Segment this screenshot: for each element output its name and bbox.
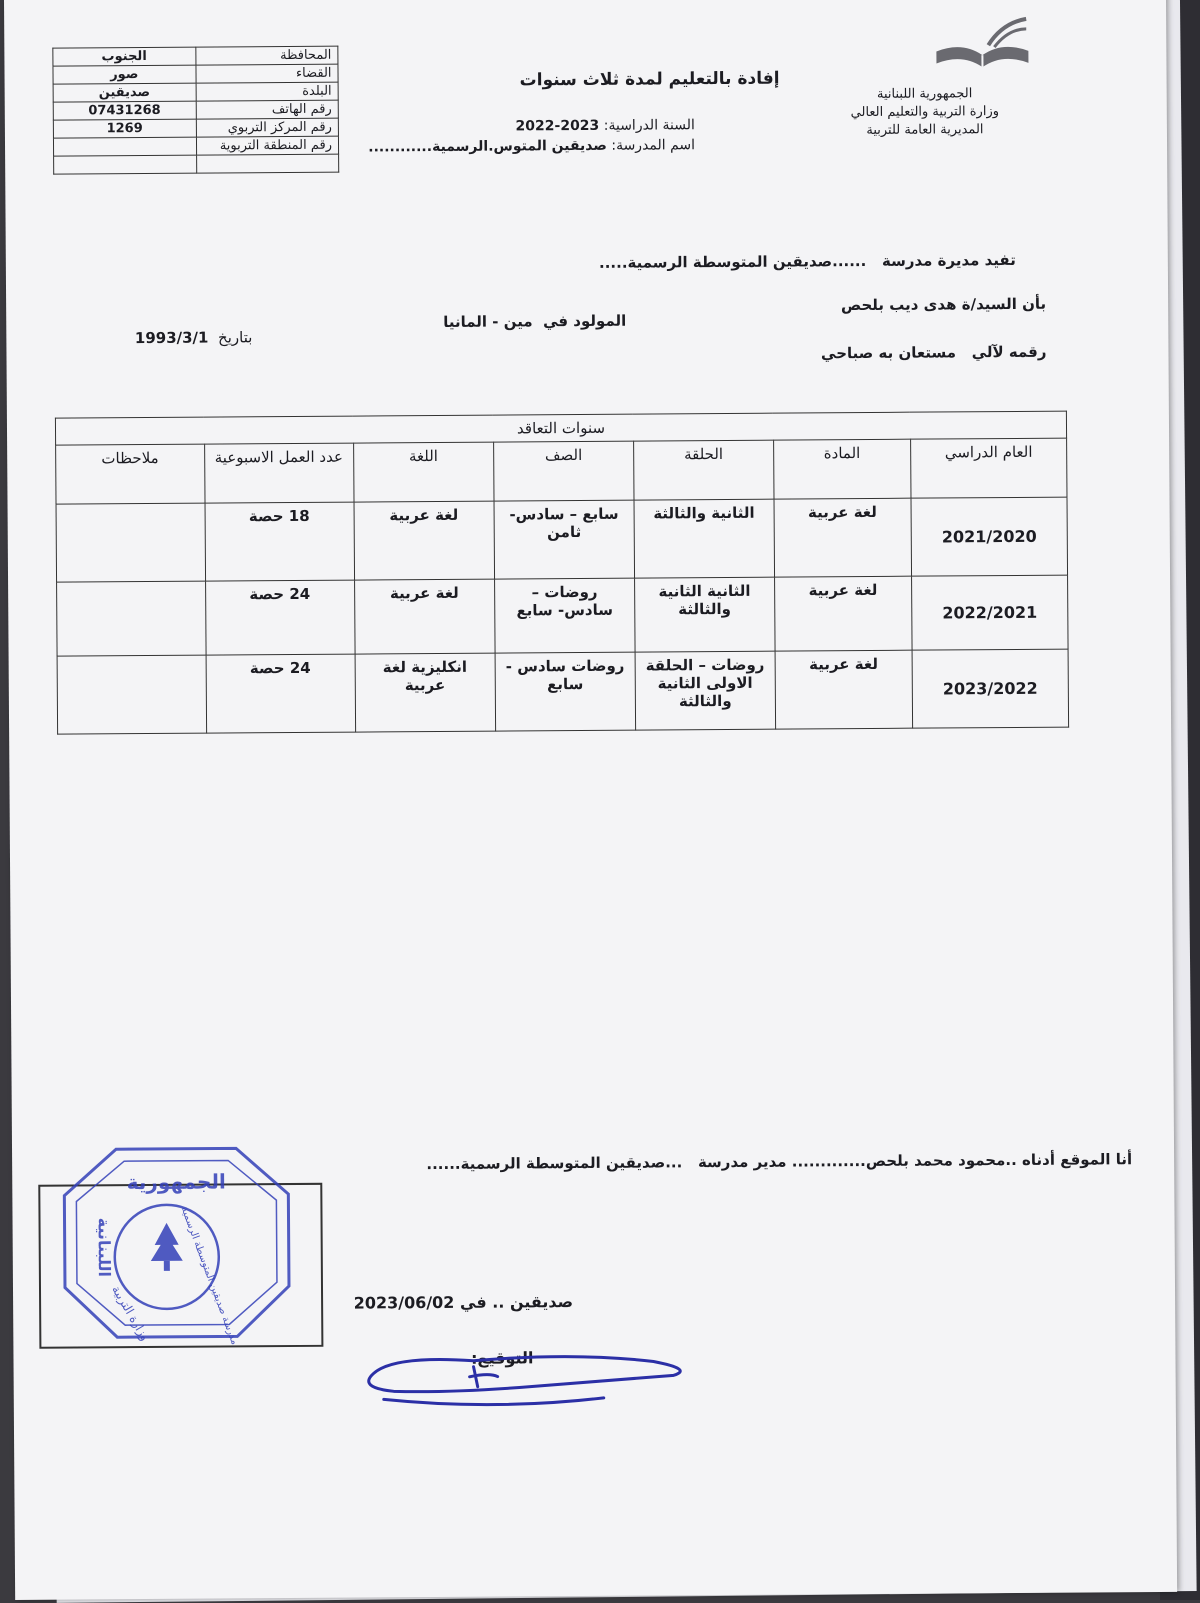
signature-label: التوقيع:	[471, 1348, 534, 1368]
info-label: رقم الهاتف	[196, 100, 339, 119]
person-name: هدى ديب بلحص	[840, 295, 957, 315]
stamp-side-text: اللبنانية	[94, 1217, 114, 1278]
table-cell: 2022/2021	[911, 575, 1068, 650]
birthplace-label: المولود في	[542, 311, 627, 331]
table-header-row	[56, 438, 1067, 504]
id-value: مستعان به صباحي	[820, 343, 957, 363]
stamp-top-text: الجمهورية	[126, 1169, 226, 1195]
table-row	[57, 575, 1068, 656]
birthdate-label: بتاريخ	[217, 328, 253, 347]
table-cell	[56, 503, 205, 582]
table-cell: سابع – سادس- ثامن	[494, 500, 635, 579]
contract-years-table	[55, 411, 1069, 735]
ministry-logo-icon	[932, 15, 1032, 76]
signer-school: ...صديقين المتوسطة الرسمية......	[426, 1153, 683, 1174]
table-group-header: سنوات التعاقد	[55, 411, 1066, 445]
body-school-name: ......صديقين المتوسطة الرسمية.....	[598, 251, 867, 272]
info-row	[53, 136, 338, 156]
info-row	[54, 154, 339, 174]
body-line-school	[566, 251, 1016, 272]
school-name-value: صديقين المتوس.الرسمية............	[368, 137, 607, 156]
school-year-value: 2023-2022	[515, 117, 600, 135]
info-label: البلدة	[196, 82, 339, 101]
info-row	[53, 64, 338, 84]
table-cell: لغة عربية	[354, 579, 495, 654]
table-cell: 18 حصة	[205, 502, 354, 581]
id-label: رقمه لآلي	[971, 342, 1047, 362]
table-row	[57, 649, 1069, 734]
info-value: صديقين	[53, 83, 196, 102]
table-row	[56, 497, 1068, 582]
table-cell: 24 حصة	[206, 654, 355, 733]
table-cell	[57, 581, 206, 656]
column-header: الصف	[493, 441, 634, 501]
table-cell: لغة عربية	[774, 576, 912, 651]
table-cell: لغة عربية	[774, 498, 912, 577]
info-row	[53, 82, 338, 102]
body-line-prefix: تفيد مديرة مدرسة	[881, 250, 1016, 270]
school-name-line	[368, 137, 696, 156]
school-year-label: السنة الدراسية:	[603, 117, 695, 134]
table-cell	[57, 655, 206, 734]
republic-name: الجمهورية اللبنانية	[876, 86, 973, 102]
table-cell: 2023/2022	[912, 649, 1069, 728]
ministry-header	[825, 85, 1025, 140]
info-value: 1269	[53, 119, 196, 138]
info-value	[53, 137, 196, 156]
birthplace-value: مين - المانيا	[443, 312, 533, 331]
info-row	[53, 118, 338, 138]
table-cell: 2021/2020	[911, 497, 1068, 576]
table-cell: روضات – الحلقة الاولى الثانية والثالثة	[635, 651, 775, 730]
info-label: المحافظة	[195, 46, 338, 65]
signer-name: ..محمود محمد بلحص.............	[791, 1150, 1017, 1171]
place-date-prefix: صديقين .. في	[459, 1292, 574, 1312]
info-row	[53, 46, 338, 66]
body-line-name	[806, 295, 1046, 315]
birthdate-value: 1993/3/1	[134, 328, 209, 348]
body-line-birthplace	[426, 312, 626, 331]
school-name-label: اسم المدرسة:	[611, 137, 696, 154]
place-date-value: 2023/06/02	[353, 1292, 455, 1313]
table-cell: 24 حصة	[205, 580, 354, 655]
directorate-name: المديرية العامة للتربية	[866, 122, 984, 138]
info-value: 07431268	[53, 101, 196, 120]
table-cell: روضات سادس - سابع	[495, 652, 636, 731]
info-label: القضاء	[195, 64, 338, 83]
signer-role: مدير مدرسة	[697, 1152, 787, 1172]
stamp-bottom-text: وزارة التربية	[109, 1283, 153, 1344]
official-stamp-icon	[56, 1136, 297, 1348]
signer-statement	[382, 1144, 1132, 1179]
info-value: الجنوب	[53, 47, 196, 66]
table-cell: لغة عربية	[775, 650, 913, 729]
ministry-name: وزارة التربية والتعليم العالي	[850, 104, 1000, 121]
stamp-inner-text: مدرسة صديقين المتوسطة الرسمية	[178, 1205, 240, 1347]
school-year-line	[485, 117, 695, 134]
document-page	[4, 0, 1177, 1600]
info-label: رقم المنطقة التربوية	[196, 136, 339, 155]
body-line-birthdate	[92, 328, 252, 347]
body-line-id	[796, 343, 1046, 363]
column-header: المادة	[773, 439, 911, 499]
info-empty-cell	[196, 154, 339, 173]
info-row	[53, 100, 338, 120]
signer-prefix: أنا الموقع أدناه	[1021, 1150, 1133, 1169]
column-header: ملاحظات	[56, 444, 205, 504]
column-header: الحلقة	[634, 440, 774, 500]
column-header: العام الدراسي	[911, 438, 1067, 498]
handwritten-signature-icon	[353, 1345, 693, 1417]
place-date-line	[333, 1292, 573, 1313]
document-title: إفادة بالتعليم لمدة ثلاث سنوات	[519, 68, 780, 91]
table-cell: الثانية والثالثة	[634, 499, 774, 578]
column-header: عدد العمل الاسبوعية	[204, 443, 353, 503]
info-box	[52, 46, 339, 175]
info-empty-cell	[54, 155, 197, 174]
info-value: صور	[53, 65, 196, 84]
table-cell: الثانية الثانية والثالثة	[635, 577, 775, 652]
info-label: رقم المركز التربوي	[196, 118, 339, 137]
table-cell: روضات – سادس- سابع	[494, 578, 635, 653]
column-header: اللغة	[353, 442, 494, 502]
person-label: بأن السيد/ة	[961, 294, 1047, 314]
table-cell: لغة عربية	[354, 501, 495, 580]
table-cell: انكليزية لغة عربية	[355, 653, 496, 732]
